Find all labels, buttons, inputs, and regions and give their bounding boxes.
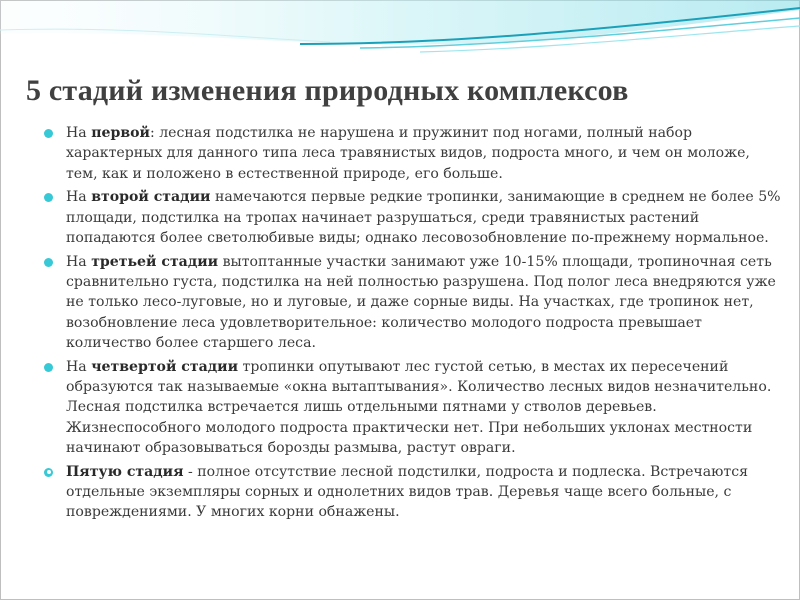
list-item [42,252,782,353]
item-emphasis: Пятую стадия [66,463,184,480]
bullet-dot-icon [44,193,53,202]
list-item [42,187,782,248]
item-emphasis: третьей стадии [91,253,219,270]
bullet-ring-icon [44,468,53,477]
item-emphasis: четвертой стадии [91,358,239,375]
item-text: - полное отсутствие лесной подстилки, подроста и подлеска. Встречаются отдельные экземпляры сорных и однолетних видов трав. Деревья чаще всего больные, с повреждениями. У многих корни обнажены. [66,463,749,521]
item-text: тропинки опутывают лес густой сетью, в местах их пересечений образуются так называемые «окна вытаптывания». Количество лесных видов незначительно. Лесная подстилка встречается лишь отдельными пятнами у стволов деревьев. Жизнеспособного молодого подроста практически нет. При небольших уклонах местности начинают образовываться борозды размыва, растут овраги. [66,358,772,456]
item-prefix: На [66,125,92,141]
bullet-dot-icon [44,129,53,138]
item-prefix: На [66,189,92,206]
stages-list [42,123,782,526]
item-emphasis: первой [91,125,150,141]
item-prefix: На [66,358,92,375]
slide-title: 5 стадий изменения природных комплексов [26,74,629,107]
list-item [42,357,782,458]
item-emphasis: второй стадии [91,189,211,206]
bullet-dot-icon [44,363,53,372]
list-item [42,462,782,523]
bullet-dot-icon [44,258,53,267]
decorative-waves [0,0,800,60]
item-prefix: На [66,253,92,270]
wave-band [0,0,800,45]
list-item [42,123,782,184]
item-text: намечаются первые редкие тропинки, занимающие в среднем не более 5% площади, подстилка на тропах начинает разрушаться, среди травянистых растений попадаются более светолюбивые виды; однако лесовозобновление по-прежнему нормальное. [66,189,781,246]
item-text: вытоптанные участки занимают уже 10-15% площади, тропиночная сеть сравнительно густа, подстилка на ней полностью разрушена. Под полог леса внедряются уже не только лесо-луговые, но и луговые, и даже сорные виды. На участках, где тропинок нет, возобновление леса удовлетворительное: количество молодого подроста превышает количество более старшего леса. [66,253,776,351]
item-text: : лесная подстилка не нарушена и пружинит под ногами, полный набор характерных для данного типа леса травянистых видов, подроста много, и чем он моложе, тем, как и положено в естественной природе, его больше. [66,125,750,182]
